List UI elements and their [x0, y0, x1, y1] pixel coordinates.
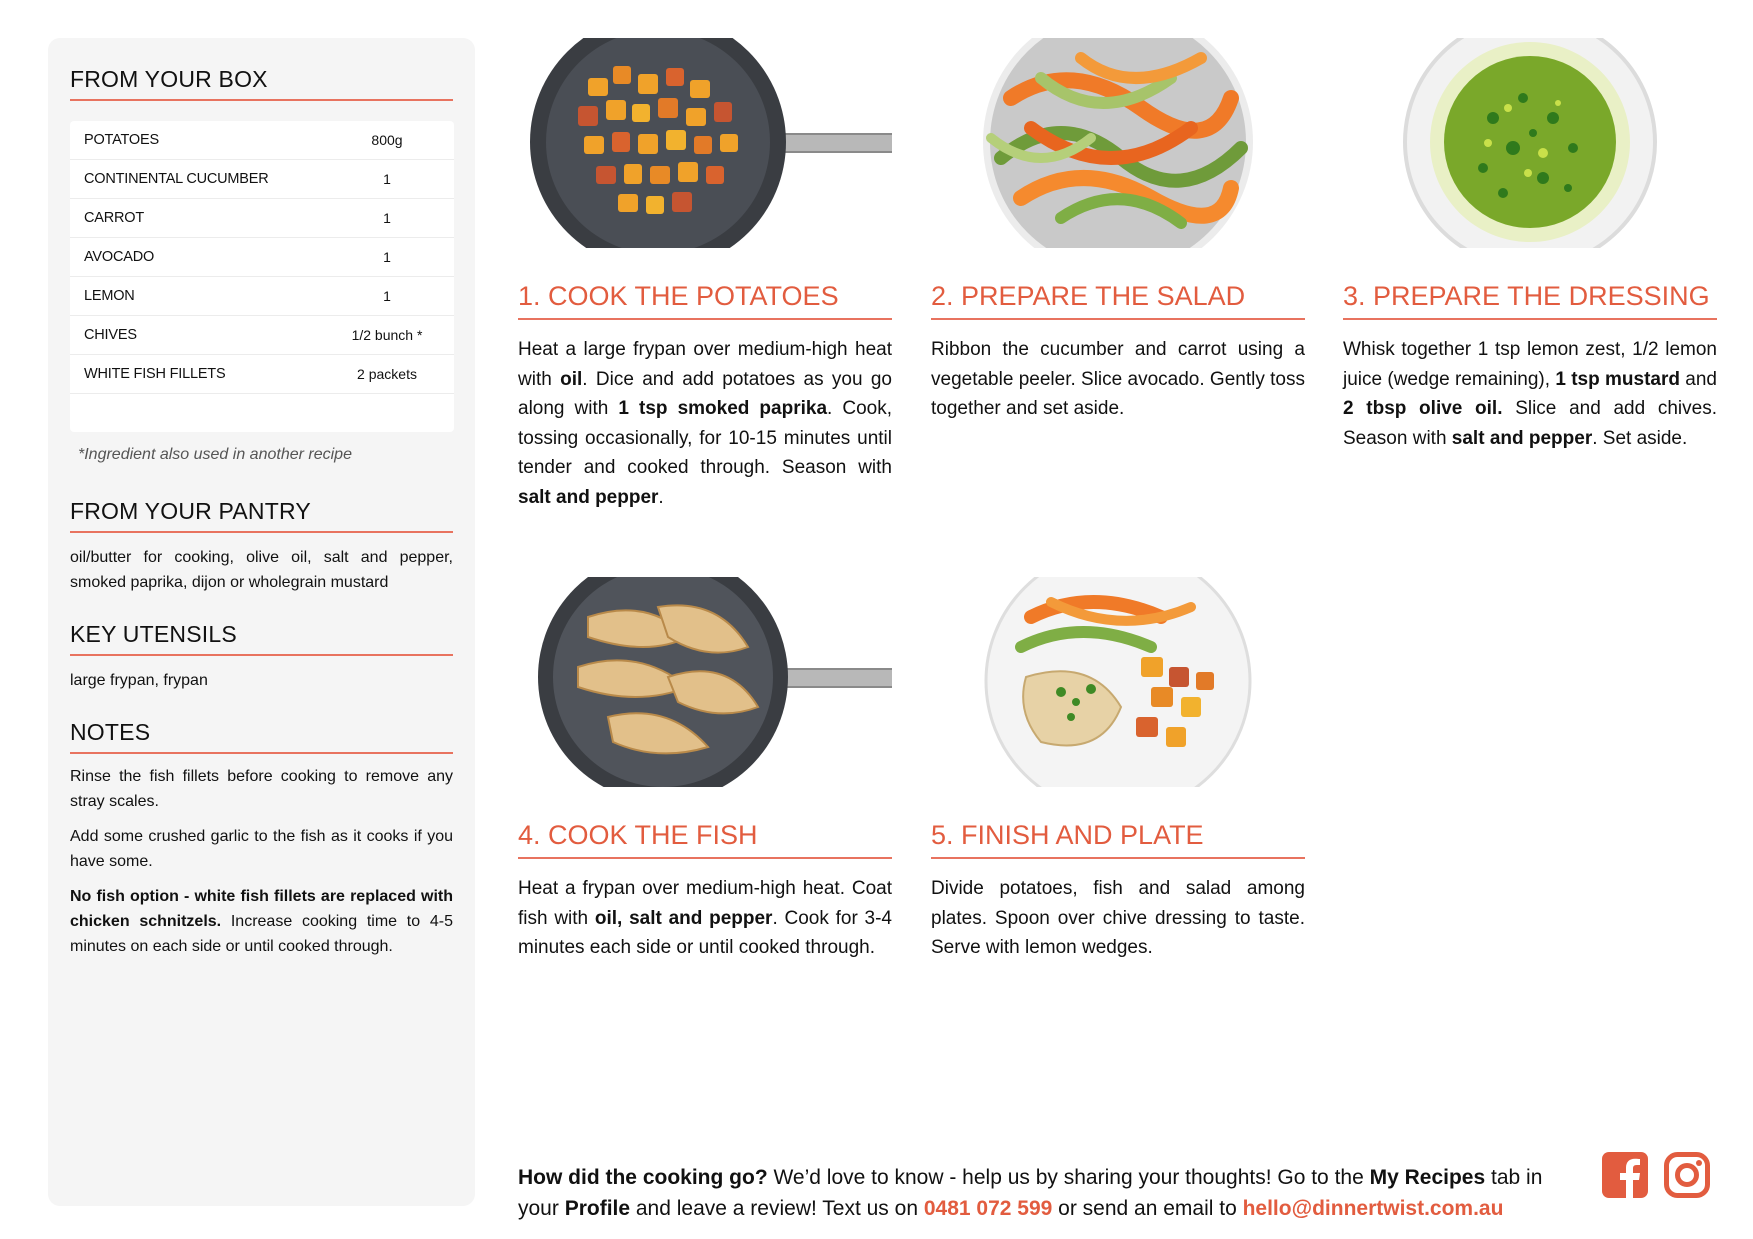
dressing-bowl-illustration — [1343, 38, 1717, 248]
key-utensils-heading: KEY UTENSILS — [70, 621, 453, 656]
table-row — [70, 277, 454, 316]
ingredient-name: LEMON — [84, 288, 135, 304]
ingredient-name: CARROT — [84, 210, 145, 226]
step-4-bold-oil-salt-pepper: oil, salt and pepper — [594, 907, 773, 929]
ingredient-name: AVOCADO — [84, 249, 155, 265]
ingredient-name: WHITE FISH FILLETS — [84, 366, 226, 382]
footer-text-part: tab in your — [518, 1166, 1543, 1220]
step-1-bold-oil: oil — [560, 368, 583, 390]
potatoes-in-frypan-image — [518, 38, 892, 248]
table-row — [70, 121, 454, 160]
step-1-text-part: Heat a large frypan over medium-high heat with — [518, 339, 892, 390]
footer-bold-question: How did the cooking go? — [518, 1166, 768, 1189]
step-3-bold-olive-oil: 2 tbsp olive oil. — [1343, 398, 1503, 419]
ribbon-salad-bowl-image — [931, 38, 1305, 248]
table-row — [70, 199, 454, 238]
ingredients-table — [70, 121, 454, 432]
plated-dish-illustration — [931, 577, 1305, 787]
step-2-title: 2. PREPARE THE SALAD — [931, 281, 1305, 320]
note-rinse: Rinse the fish fillets before cooking to remove any stray scales. — [70, 768, 453, 810]
step-1-bold-salt-pepper: salt and pepper — [518, 486, 659, 508]
facebook-icon[interactable] — [1602, 1152, 1648, 1198]
table-row — [70, 355, 454, 394]
step-1-text-part: . Cook, tossing occasionally, for 10-15 minutes until tender and cooked through. Season with — [518, 398, 892, 478]
fish-in-frypan-image — [518, 577, 892, 787]
ingredient-qty: 800g — [371, 132, 403, 148]
frypan-potatoes-illustration — [518, 38, 892, 248]
frypan-fish-illustration — [518, 577, 892, 787]
footer-text-part: We’d love to know - help us by sharing your thoughts! Go to the — [767, 1166, 1370, 1189]
step-1-title: 1. COOK THE POTATOES — [518, 281, 892, 320]
ingredients-sidebar — [48, 38, 475, 1206]
footer-bold-profile: Profile — [564, 1197, 631, 1220]
table-row — [70, 238, 454, 277]
table-row — [70, 316, 454, 355]
instagram-icon[interactable] — [1664, 1152, 1710, 1198]
step-3-text-part: and — [1679, 368, 1717, 390]
email-link[interactable]: hello@dinnertwist.com.au — [1242, 1197, 1504, 1220]
step-4-title: 4. COOK THE FISH — [518, 820, 892, 859]
note-no-fish — [70, 884, 453, 959]
ingredient-footnote: *Ingredient also used in another recipe — [78, 446, 352, 463]
step-5-text: Divide potatoes, fish and salad among plates. Spoon over chive dressing to taste. Serve with lemon wedges. — [931, 878, 1305, 958]
chive-dressing-bowl-image — [1343, 38, 1717, 248]
ingredient-qty: 1/2 bunch * — [351, 327, 423, 343]
ingredient-qty: 1 — [383, 249, 391, 265]
step-1-text-part: . — [658, 486, 664, 508]
ingredient-qty: 1 — [383, 210, 391, 226]
ingredient-name: CONTINENTAL CUCUMBER — [84, 171, 269, 187]
note-no-fish-bold: No fish option - white fish fillets are replaced with chicken schnitzels. — [70, 888, 453, 930]
step-1-bold-paprika: 1 tsp smoked paprika — [618, 398, 828, 419]
table-row-empty — [70, 394, 454, 432]
step-3-title: 3. PREPARE THE DRESSING — [1343, 281, 1717, 320]
feedback-footer — [518, 1162, 1578, 1224]
notes-heading: NOTES — [70, 719, 453, 754]
plated-dish-image — [931, 577, 1305, 787]
step-4-text-part: . Cook for 3-4 minutes each side or until cooked through. — [518, 907, 892, 958]
ingredient-qty: 1 — [383, 171, 391, 187]
salad-bowl-illustration — [931, 38, 1305, 248]
footer-bold-my-recipes: My Recipes — [1369, 1166, 1486, 1189]
ingredient-name: CHIVES — [84, 327, 137, 343]
step-4-text — [518, 874, 892, 963]
step-3-bold-salt-pepper: salt and pepper — [1451, 427, 1593, 449]
step-5-title: 5. FINISH AND PLATE — [931, 820, 1305, 859]
step-1-text-part: . Dice and add potatoes as you go along with — [518, 368, 892, 419]
ingredient-name: POTATOES — [84, 132, 159, 148]
ingredient-qty: 2 packets — [357, 366, 417, 382]
ingredient-qty: 1 — [383, 288, 391, 304]
step-3-bold-mustard: 1 tsp mustard — [1555, 368, 1680, 390]
step-4-text-part: Heat a frypan over medium-high heat. Coat fish with — [518, 878, 892, 929]
step-3-text-part: . Set aside. — [1592, 427, 1688, 449]
phone-link[interactable]: 0481 072 599 — [923, 1197, 1053, 1220]
footer-text-part: or send an email to — [1052, 1197, 1243, 1220]
utensils-text: large frypan, frypan — [70, 672, 208, 689]
step-3-text — [1343, 335, 1717, 453]
pantry-text: oil/butter for cooking, olive oil, salt and pepper, smoked paprika, dijon or wholegrain mustard — [70, 549, 453, 591]
from-your-pantry-heading: FROM YOUR PANTRY — [70, 498, 453, 533]
step-2-text: Ribbon the cucumber and carrot using a vegetable peeler. Slice avocado. Gently toss together and set aside. — [931, 339, 1305, 419]
step-1-text — [518, 335, 892, 512]
table-row — [70, 160, 454, 199]
note-garlic: Add some crushed garlic to the fish as it cooks if you have some. — [70, 828, 453, 870]
step-3-text-part: Whisk together 1 tsp lemon zest, 1/2 lemon juice (wedge remaining), — [1343, 339, 1717, 390]
from-your-box-heading: FROM YOUR BOX — [70, 66, 453, 101]
footer-text-part: and leave a review! Text us on — [630, 1197, 924, 1220]
note-no-fish-rest: Increase cooking time to 4-5 minutes on each side or until cooked through. — [70, 913, 453, 955]
step-3-text-part: Slice and add chives. Season with — [1343, 398, 1717, 449]
